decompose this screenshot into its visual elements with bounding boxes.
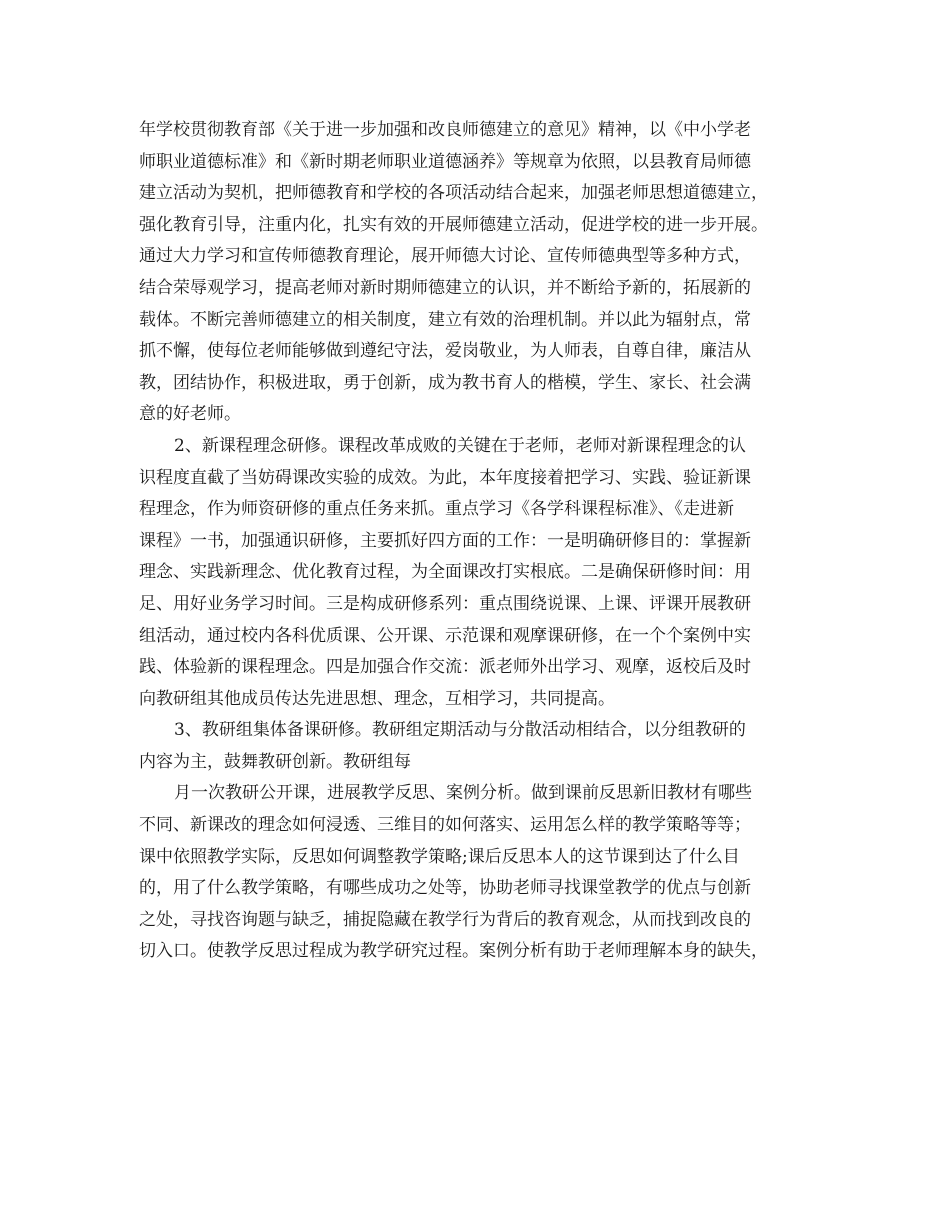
text-line: 切入口。使教学反思过程成为教学研究过程。案例分析有助于老师理解本身的缺失， <box>139 941 768 962</box>
text-line: 意的好老师。 <box>139 404 241 425</box>
text-line: 践、体验新的课程理念。四是加强合作交流：派老师外出学习、观摩，返校后及时 <box>139 657 751 678</box>
text-line: 2、新课程理念研修。课程改革成败的关键在于老师，老师对新课程理念的认 <box>174 435 746 456</box>
text-line: 教，团结协作，积极进取，勇于创新，成为教书育人的楷模，学生、家长、社会满 <box>139 372 751 393</box>
text-line: 组活动，通过校内各科优质课、公开课、示范课和观摩课研修，在一个个案例中实 <box>139 625 751 646</box>
text-line: 师职业道德标准》和《新时期老师职业道德涵养》等规章为依照，以县教育局师德 <box>139 151 751 172</box>
text-line: 程理念，作为师资研修的重点任务来抓。重点学习《各学科课程标准》、《走进新 <box>139 499 734 520</box>
text-line: 课中依照教学实际，反思如何调整教学策略;课后反思本人的这节课到达了什么目 <box>139 846 740 867</box>
text-line: 结合荣辱观学习，提高老师对新时期师德建立的认识，并不断给予新的，拓展新的 <box>139 277 751 298</box>
text-line: 的，用了什么教学策略，有哪些成功之处等，协助老师寻找课堂教学的优点与创新 <box>139 878 751 899</box>
body-text <box>139 115 829 968</box>
text-line: 强化教育引导，注重内化，扎实有效的开展师德建立活动，促进学校的进一步开展。 <box>139 214 768 235</box>
text-line: 建立活动为契机，把师德教育和学校的各项活动结合起来，加强老师思想道德建立， <box>139 183 768 204</box>
text-line: 月一次教研公开课，进展教学反思、案例分析。做到课前反思新旧教材有哪些 <box>174 783 752 804</box>
text-line: 识程度直截了当妨碍课改实验的成效。为此，本年度接着把学习、实践、验证新课 <box>139 467 751 488</box>
text-line: 足、用好业务学习时间。三是构成研修系列：重点围绕说课、上课、评课开展教研 <box>139 593 751 614</box>
text-line: 抓不懈，使每位老师能够做到遵纪守法，爱岗敬业，为人师表，自尊自律，廉洁从 <box>139 341 751 362</box>
text-line: 3、教研组集体备课研修。教研组定期活动与分散活动相结合，以分组教研的 <box>174 720 746 741</box>
text-line: 载体。不断完善师德建立的相关制度，建立有效的治理机制。并以此为辐射点，常 <box>139 309 751 330</box>
text-line: 年学校贯彻教育部《关于进一步加强和改良师德建立的意见》精神，以《中小学老 <box>139 120 751 140</box>
text-line: 通过大力学习和宣传师德教育理论，展开师德大讨论、宣传师德典型等多种方式， <box>139 246 751 267</box>
text-line: 课程》一书，加强通识研修，主要抓好四方面的工作：一是明确研修目的：掌握新 <box>139 530 751 551</box>
text-line: 向教研组其他成员传达先进思想、理念，互相学习，共同提高。 <box>139 688 615 709</box>
text-line: 理念、实践新理念、优化教育过程，为全面课改打实根底。二是确保研修时间：用 <box>139 562 751 583</box>
text-line: 不同、新课改的理念如何浸透、三维目的如何落实、运用怎么样的教学策略等等； <box>139 815 751 836</box>
text-line: 内容为主，鼓舞教研创新。教研组每 <box>139 751 411 772</box>
text-line: 之处，寻找咨询题与缺乏，捕捉隐藏在教学行为背后的教育观念，从而找到改良的 <box>139 909 751 930</box>
